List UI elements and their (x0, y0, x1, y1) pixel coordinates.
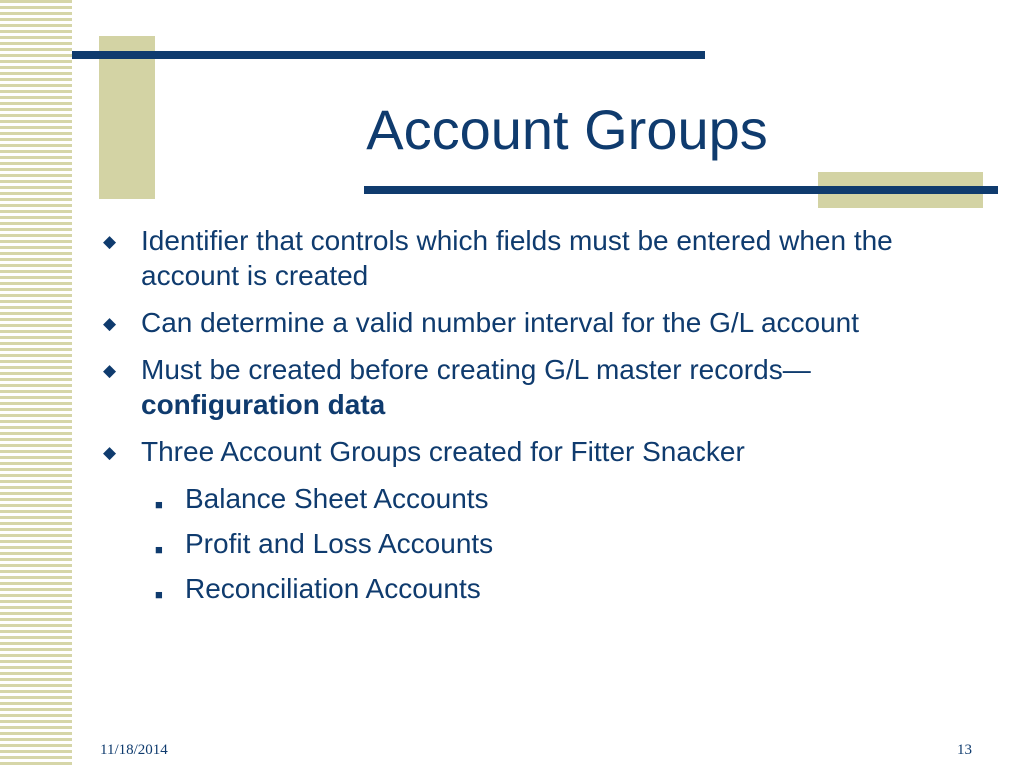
square-icon: ■ (155, 497, 163, 512)
diamond-icon: ◆ (103, 232, 117, 251)
diamond-icon: ◆ (103, 361, 117, 380)
sub-bullet-text: Reconciliation Accounts (185, 573, 481, 604)
bullet-text: Identifier that controls which fields must be entered when the account is created (141, 225, 893, 291)
footer-date: 11/18/2014 (100, 742, 168, 758)
sub-bullet-item (155, 481, 983, 516)
sub-bullet-item (155, 526, 983, 561)
bullet-text: Must be created before creating G/L master records— (141, 354, 811, 385)
striped-side-decoration (0, 0, 72, 768)
square-icon: ■ (155, 587, 163, 602)
title-bar-bottom (364, 186, 998, 194)
bullet-bold-text: configuration data (141, 389, 386, 420)
square-icon: ■ (155, 542, 163, 557)
bullet-text: Can determine a valid number interval for the G/L account (141, 307, 860, 338)
bullet-text: Three Account Groups created for Fitter Snacker (141, 436, 745, 467)
page-number: 13 (957, 742, 972, 758)
bullet-item (103, 305, 983, 340)
slide-title: Account Groups (366, 98, 768, 161)
diamond-icon: ◆ (103, 314, 117, 333)
bullet-item (103, 223, 983, 293)
bullet-item (103, 434, 983, 469)
sub-bullet-text: Balance Sheet Accounts (185, 483, 489, 514)
bullet-item (103, 352, 983, 422)
sub-bullet-item (155, 571, 983, 606)
slide-content (103, 223, 983, 616)
diamond-icon: ◆ (103, 443, 117, 462)
olive-accent-block-left (99, 36, 155, 199)
sub-bullet-text: Profit and Loss Accounts (185, 528, 494, 559)
title-bar-top (72, 51, 705, 59)
